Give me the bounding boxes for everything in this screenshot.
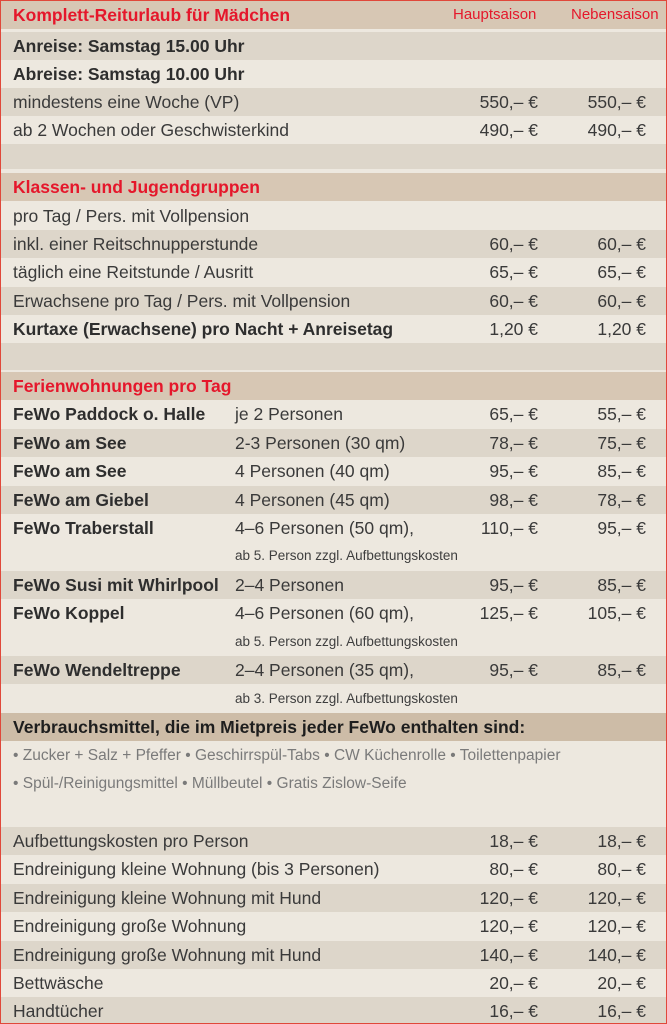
price-low: 550,– € xyxy=(587,92,646,112)
table-row xyxy=(1,599,666,627)
row-label: Endreinigung kleine Wohnung (bis 3 Personen) xyxy=(13,859,380,879)
apartment-name: FeWo am See xyxy=(13,433,127,453)
included-items-text: • Zucker + Salz + Pfeffer • Geschirrspül-Tabs • CW Küchenrolle • Toilettenpapier xyxy=(13,747,561,764)
price-high: 95,– € xyxy=(489,660,538,680)
price-low: 85,– € xyxy=(597,461,646,481)
price-low: 140,– € xyxy=(587,945,646,965)
table-row xyxy=(1,258,666,286)
apartment-name: FeWo Susi mit Whirlpool xyxy=(13,575,219,595)
apartment-persons: 2–4 Personen (35 qm), xyxy=(235,660,414,680)
price-high: 490,– € xyxy=(479,120,538,140)
apartment-name: FeWo Paddock o. Halle xyxy=(13,404,206,424)
apartment-name: FeWo am See xyxy=(13,461,127,481)
table-row xyxy=(1,997,666,1023)
price-low: 65,– € xyxy=(597,262,646,282)
section-title: Ferienwohnungen pro Tag xyxy=(13,376,232,396)
included-items-text: • Spül-/Reinigungsmittel • Müllbeutel • Gratis Zislow-Seife xyxy=(13,775,407,792)
price-high: 98,– € xyxy=(489,490,538,510)
price-high: 125,– € xyxy=(479,603,538,623)
row-label: Anreise: Samstag 15.00 Uhr xyxy=(13,36,245,56)
price-high: 95,– € xyxy=(489,575,538,595)
row-label: Handtücher xyxy=(13,1001,104,1021)
table-row xyxy=(1,32,666,60)
price-low: 78,– € xyxy=(597,490,646,510)
section-header-ferienwohnungen xyxy=(1,372,666,400)
row-label: Erwachsene pro Tag / Pers. mit Vollpension xyxy=(13,291,351,311)
price-low: 55,– € xyxy=(597,404,646,424)
apartment-name: FeWo Wendeltreppe xyxy=(13,660,181,680)
apartment-persons: 4–6 Personen (50 qm), xyxy=(235,518,414,538)
price-high: 18,– € xyxy=(489,831,538,851)
spacer-row xyxy=(1,343,666,370)
price-high: 95,– € xyxy=(489,461,538,481)
table-row xyxy=(1,60,666,88)
row-label: Kurtaxe (Erwachsene) pro Nacht + Anreisetag xyxy=(13,319,394,339)
price-low: 120,– € xyxy=(587,916,646,936)
table-row xyxy=(1,912,666,940)
price-high: 78,– € xyxy=(489,433,538,453)
price-low: 105,– € xyxy=(587,603,646,623)
table-row xyxy=(1,429,666,457)
apartment-persons: 2–4 Personen xyxy=(235,575,344,595)
section-title: Klassen- und Jugendgruppen xyxy=(13,177,260,197)
section-title: Verbrauchsmittel, die im Mietpreis jeder FeWo enthalten sind: xyxy=(13,717,526,737)
table-row xyxy=(1,571,666,599)
extra-bed-note: ab 5. Person zzgl. Aufbettungskosten xyxy=(235,548,458,563)
price-high: 80,– € xyxy=(489,859,538,879)
extra-bed-note: ab 5. Person zzgl. Aufbettungskosten xyxy=(235,634,458,649)
section-header-gruppen xyxy=(1,173,666,201)
table-row xyxy=(1,457,666,485)
row-label: Abreise: Samstag 10.00 Uhr xyxy=(13,64,245,84)
row-label: inkl. einer Reitschnupperstunde xyxy=(13,234,259,254)
table-row xyxy=(1,116,666,144)
row-label: pro Tag / Pers. mit Vollpension xyxy=(13,206,250,226)
row-label: mindestens eine Woche (VP) xyxy=(13,92,240,112)
column-header-hauptsaison: Hauptsaison xyxy=(453,6,537,23)
section-title: Komplett-Reiturlaub für Mädchen xyxy=(13,5,291,25)
section-header-reiturlaub xyxy=(1,1,666,29)
row-label: Endreinigung große Wohnung xyxy=(13,916,247,936)
price-high: 120,– € xyxy=(479,916,538,936)
price-high: 1,20 € xyxy=(489,319,538,339)
price-low: 75,– € xyxy=(597,433,646,453)
apartment-name: FeWo Koppel xyxy=(13,603,125,623)
price-low: 80,– € xyxy=(597,859,646,879)
price-high: 110,– € xyxy=(480,518,538,538)
extra-bed-note: ab 3. Person zzgl. Aufbettungskosten xyxy=(235,691,458,706)
row-label: Endreinigung kleine Wohnung mit Hund xyxy=(13,888,322,908)
price-low: 85,– € xyxy=(597,575,646,595)
table-row xyxy=(1,202,666,230)
price-low: 16,– € xyxy=(597,1001,646,1021)
price-high: 120,– € xyxy=(479,888,538,908)
spacer-row xyxy=(1,144,666,169)
price-high: 140,– € xyxy=(479,945,538,965)
apartment-name: FeWo am Giebel xyxy=(13,490,149,510)
spacer-row xyxy=(1,798,666,825)
table-row xyxy=(1,486,666,514)
row-label: Bettwäsche xyxy=(13,973,104,993)
apartment-persons: 4 Personen (45 qm) xyxy=(235,490,390,510)
price-high: 65,– € xyxy=(489,404,538,424)
price-high: 65,– € xyxy=(489,262,538,282)
apartment-name: FeWo Traberstall xyxy=(13,518,154,538)
row-label: ab 2 Wochen oder Geschwisterkind xyxy=(13,120,289,140)
included-items-line xyxy=(1,770,666,798)
row-label: Endreinigung große Wohnung mit Hund xyxy=(13,945,322,965)
table-row xyxy=(1,656,666,684)
price-low: 490,– € xyxy=(587,120,646,140)
apartment-persons: 4–6 Personen (60 qm), xyxy=(235,603,414,623)
price-low: 95,– € xyxy=(597,518,646,538)
apartment-persons: 2-3 Personen (30 qm) xyxy=(235,433,406,453)
price-low: 1,20 € xyxy=(597,319,646,339)
table-row xyxy=(1,287,666,315)
table-row xyxy=(1,315,666,343)
table-row-note xyxy=(1,628,666,656)
table-row xyxy=(1,941,666,969)
price-low: 18,– € xyxy=(597,831,646,851)
table-row xyxy=(1,884,666,912)
apartment-persons: 4 Personen (40 qm) xyxy=(235,461,390,481)
table-row xyxy=(1,969,666,997)
included-items-line xyxy=(1,742,666,770)
table-row xyxy=(1,855,666,883)
table-row-note xyxy=(1,685,666,713)
price-low: 20,– € xyxy=(597,973,646,993)
table-row xyxy=(1,88,666,116)
apartment-persons: je 2 Personen xyxy=(235,404,343,424)
price-low: 85,– € xyxy=(597,660,646,680)
price-high: 20,– € xyxy=(489,973,538,993)
row-label: täglich eine Reitstunde / Ausritt xyxy=(13,262,254,282)
table-row xyxy=(1,514,666,542)
table-row xyxy=(1,827,666,855)
price-low: 60,– € xyxy=(597,234,646,254)
row-label: Aufbettungskosten pro Person xyxy=(13,831,249,851)
price-high: 60,– € xyxy=(489,291,538,311)
table-row xyxy=(1,230,666,258)
table-row-note xyxy=(1,542,666,570)
price-high: 16,– € xyxy=(489,1001,538,1021)
price-high: 550,– € xyxy=(479,92,538,112)
table-row xyxy=(1,400,666,428)
section-header-verbrauchsmittel xyxy=(1,713,666,741)
price-low: 60,– € xyxy=(597,291,646,311)
price-high: 60,– € xyxy=(489,234,538,254)
price-low: 120,– € xyxy=(587,888,646,908)
column-header-nebensaison: Nebensaison xyxy=(571,6,659,23)
